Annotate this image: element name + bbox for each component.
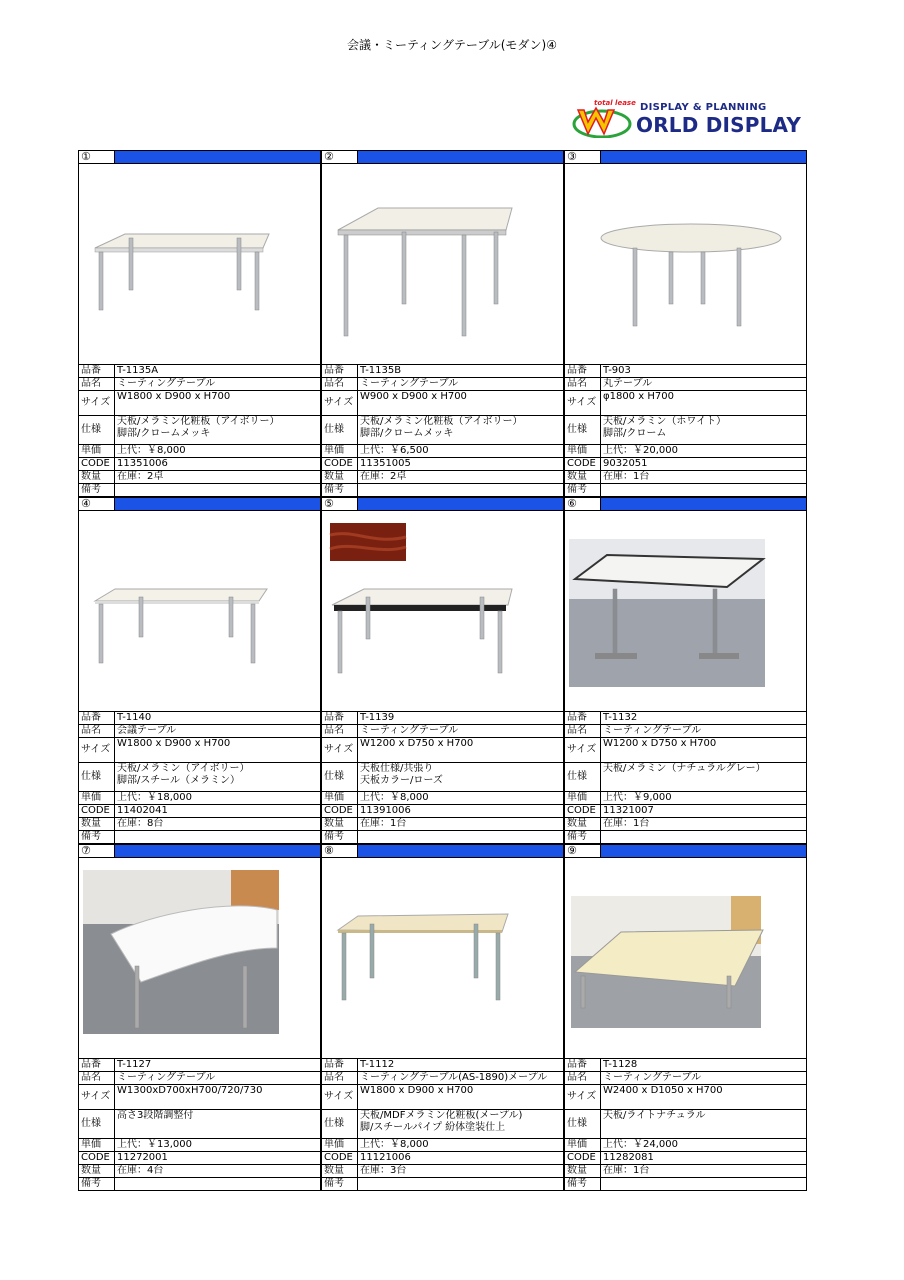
product-photo-cell	[565, 511, 807, 712]
label-hinban: 品番	[322, 712, 358, 725]
value-size: W2400 x D1050 x H700	[601, 1085, 807, 1110]
illustration-shape	[129, 238, 133, 290]
label-price: 単価	[322, 445, 358, 458]
spec-line-1: 高さ3段階調整付	[117, 1110, 194, 1121]
value-hinmei: ミーティングテーブル	[358, 378, 564, 391]
label-hinban: 品番	[79, 1059, 115, 1072]
label-code: CODE	[565, 805, 601, 818]
spec-line-2: 天板カラー/ローズ	[360, 775, 443, 786]
product-photo	[324, 164, 561, 364]
illustration-shape	[330, 523, 406, 561]
illustration-shape	[480, 597, 484, 639]
header-bar	[358, 151, 564, 164]
illustration-shape	[498, 611, 502, 673]
value-code: 9032051	[601, 458, 807, 471]
label-code: CODE	[322, 458, 358, 471]
spec-line-1: 天板/メラミン（アイボリー）	[117, 763, 250, 774]
label-size: サイズ	[322, 738, 358, 763]
label-spec: 仕様	[79, 763, 115, 792]
product-illustration	[81, 164, 321, 364]
illustration-shape	[669, 252, 673, 304]
label-spec: 仕様	[322, 763, 358, 792]
logo-small-text: total lease	[594, 99, 636, 107]
value-price: 上代：￥18,000	[115, 792, 321, 805]
product-photo-cell	[322, 164, 564, 365]
value-note	[115, 1178, 321, 1191]
illustration-shape	[231, 870, 279, 910]
label-spec: 仕様	[322, 416, 358, 445]
illustration-shape	[338, 611, 342, 673]
value-note	[601, 1178, 807, 1191]
product-photo-cell	[565, 164, 807, 365]
illustration-shape	[342, 933, 346, 1000]
label-price: 単価	[322, 792, 358, 805]
product-card-1	[78, 150, 321, 497]
value-hinmei: ミーティングテーブル	[601, 725, 807, 738]
illustration-shape	[99, 252, 103, 310]
product-card-5	[321, 497, 564, 844]
label-hinmei: 品名	[79, 378, 115, 391]
label-qty: 数量	[565, 818, 601, 831]
spec-line-1: 天板/メラミン化粧板（アイボリー）	[360, 416, 523, 427]
value-hinban: T-1135B	[358, 365, 564, 378]
illustration-shape	[601, 224, 781, 252]
spec-line-1: 天板仕様/共張り	[360, 763, 434, 774]
label-hinban: 品番	[79, 712, 115, 725]
value-note	[358, 831, 564, 844]
illustration-shape	[255, 252, 259, 310]
header-bar	[358, 498, 564, 511]
value-code: 11391006	[358, 805, 564, 818]
value-qty: 在庫：2卓	[358, 471, 564, 484]
item-number: ⑨	[565, 845, 601, 858]
product-card-6	[564, 497, 807, 844]
item-number: ②	[322, 151, 358, 164]
illustration-shape	[462, 235, 466, 336]
label-qty: 数量	[79, 1165, 115, 1178]
illustration-shape	[613, 589, 617, 655]
label-price: 単価	[79, 445, 115, 458]
value-size: W1800 x D900 x H700	[115, 738, 321, 763]
value-spec	[601, 416, 807, 445]
product-photo	[81, 858, 318, 1058]
label-hinban: 品番	[565, 365, 601, 378]
value-qty: 在庫：1台	[601, 1165, 807, 1178]
illustration-shape	[338, 230, 506, 235]
value-hinmei: ミーティングテーブル(AS-1890)メープル	[358, 1072, 564, 1085]
header-bar	[115, 151, 321, 164]
product-photo-cell	[79, 511, 321, 712]
value-hinmei: 会議テーブル	[115, 725, 321, 738]
label-hinmei: 品名	[565, 725, 601, 738]
value-hinban: T-1140	[115, 712, 321, 725]
label-size: サイズ	[565, 1085, 601, 1110]
product-illustration	[324, 858, 564, 1058]
product-photo	[324, 858, 561, 1058]
label-price: 単価	[565, 792, 601, 805]
spec-line-2: 脚部/スチール（メラミン）	[117, 775, 240, 786]
product-photo-cell	[322, 511, 564, 712]
illustration-shape	[338, 914, 508, 932]
label-qty: 数量	[565, 471, 601, 484]
w-logo-icon	[572, 104, 632, 138]
label-hinban: 品番	[565, 1059, 601, 1072]
illustration-shape	[494, 232, 498, 304]
value-hinmei: ミーティングテーブル	[115, 1072, 321, 1085]
product-row-2	[78, 497, 808, 844]
value-size: W1300xD700xH700/720/730	[115, 1085, 321, 1110]
value-hinban: T-1128	[601, 1059, 807, 1072]
illustration-shape	[139, 597, 143, 637]
value-price: 上代：￥6,500	[358, 445, 564, 458]
product-illustration	[567, 511, 807, 711]
value-size: W1800 x D900 x H700	[115, 391, 321, 416]
value-hinban: T-1139	[358, 712, 564, 725]
label-code: CODE	[79, 805, 115, 818]
item-number: ③	[565, 151, 601, 164]
company-logo	[568, 100, 808, 142]
product-illustration	[324, 511, 564, 711]
label-note: 備考	[322, 831, 358, 844]
spec-line-2: 脚/スチールパイプ 紛体塗装仕上	[360, 1122, 506, 1133]
spec-line-2: 脚部/クロームメッキ	[360, 428, 454, 439]
value-hinban: T-903	[601, 365, 807, 378]
spec-line-2: 脚部/クロームメッキ	[117, 428, 211, 439]
label-size: サイズ	[565, 391, 601, 416]
product-illustration	[81, 858, 321, 1058]
illustration-shape	[95, 234, 269, 248]
label-hinmei: 品名	[79, 725, 115, 738]
header-bar	[115, 845, 321, 858]
header-bar	[115, 498, 321, 511]
illustration-shape	[237, 238, 241, 290]
illustration-shape	[251, 604, 255, 663]
label-code: CODE	[565, 1152, 601, 1165]
spec-line-1: 天板/MDFメラミン化粧板(メープル)	[360, 1110, 523, 1121]
product-photo	[567, 858, 804, 1058]
product-photo	[324, 511, 561, 711]
value-price: 上代：￥8,000	[358, 792, 564, 805]
label-qty: 数量	[322, 1165, 358, 1178]
value-spec	[358, 416, 564, 445]
item-number: ⑥	[565, 498, 601, 511]
item-number: ⑧	[322, 845, 358, 858]
label-code: CODE	[565, 458, 601, 471]
label-note: 備考	[79, 831, 115, 844]
product-card-8	[321, 844, 564, 1191]
product-photo	[81, 511, 318, 711]
product-illustration	[567, 164, 807, 364]
value-price: 上代：￥13,000	[115, 1139, 321, 1152]
value-code: 11402041	[115, 805, 321, 818]
label-price: 単価	[79, 1139, 115, 1152]
product-card-2	[321, 150, 564, 497]
product-photo	[81, 164, 318, 364]
value-code: 11272001	[115, 1152, 321, 1165]
label-qty: 数量	[79, 818, 115, 831]
value-note	[601, 484, 807, 497]
value-hinmei: ミーティングテーブル	[601, 1072, 807, 1085]
value-spec	[601, 1110, 807, 1139]
product-photo-cell	[79, 164, 321, 365]
value-size: W1200 x D750 x H700	[601, 738, 807, 763]
label-hinban: 品番	[322, 1059, 358, 1072]
illustration-shape	[338, 208, 512, 230]
label-spec: 仕様	[565, 416, 601, 445]
product-illustration	[567, 858, 807, 1058]
illustration-shape	[332, 589, 512, 605]
product-card-3	[564, 150, 807, 497]
label-note: 備考	[322, 484, 358, 497]
illustration-shape	[699, 653, 739, 659]
label-code: CODE	[322, 1152, 358, 1165]
spec-line-1: 天板/メラミン（ホワイト）	[603, 416, 727, 427]
label-price: 単価	[565, 1139, 601, 1152]
logo-tagline: DISPLAY & PLANNING	[640, 102, 767, 113]
value-spec	[115, 416, 321, 445]
label-price: 単価	[565, 445, 601, 458]
illustration-shape	[713, 589, 717, 655]
value-qty: 在庫：2卓	[115, 471, 321, 484]
value-note	[358, 1178, 564, 1191]
value-hinmei: ミーティングテーブル	[115, 378, 321, 391]
product-photo	[567, 164, 804, 364]
header-bar	[601, 498, 807, 511]
illustration-shape	[595, 653, 637, 659]
header-bar	[358, 845, 564, 858]
label-spec: 仕様	[79, 416, 115, 445]
illustration-shape	[701, 252, 705, 304]
value-size: φ1800 x H700	[601, 391, 807, 416]
product-photo	[567, 511, 804, 711]
value-code: 11351005	[358, 458, 564, 471]
value-price: 上代：￥8,000	[358, 1139, 564, 1152]
label-size: サイズ	[79, 738, 115, 763]
value-hinban: T-1112	[358, 1059, 564, 1072]
label-hinmei: 品名	[322, 725, 358, 738]
product-photo-cell	[565, 858, 807, 1059]
value-qty: 在庫：4台	[115, 1165, 321, 1178]
spec-line-2: 脚部/クローム	[603, 428, 667, 439]
illustration-shape	[581, 976, 585, 1008]
value-size: W1800 x D900 x H700	[358, 1085, 564, 1110]
label-price: 単価	[79, 792, 115, 805]
illustration-shape	[370, 924, 374, 978]
value-hinban: T-1135A	[115, 365, 321, 378]
label-price: 単価	[322, 1139, 358, 1152]
label-hinmei: 品名	[565, 378, 601, 391]
value-spec	[358, 763, 564, 792]
label-hinmei: 品名	[322, 378, 358, 391]
spec-line-1: 天板/ライトナチュラル	[603, 1110, 706, 1121]
label-size: サイズ	[322, 391, 358, 416]
label-note: 備考	[565, 1178, 601, 1191]
value-price: 上代：￥24,000	[601, 1139, 807, 1152]
label-code: CODE	[79, 1152, 115, 1165]
value-code: 11282081	[601, 1152, 807, 1165]
product-illustration	[81, 511, 321, 711]
value-size: W900 x D900 x H700	[358, 391, 564, 416]
label-note: 備考	[565, 831, 601, 844]
label-size: サイズ	[79, 391, 115, 416]
value-price: 上代：￥8,000	[115, 445, 321, 458]
label-size: サイズ	[565, 738, 601, 763]
value-qty: 在庫：1台	[358, 818, 564, 831]
item-number: ①	[79, 151, 115, 164]
value-code: 11351006	[115, 458, 321, 471]
label-spec: 仕様	[79, 1110, 115, 1139]
product-photo-cell	[322, 858, 564, 1059]
label-note: 備考	[79, 1178, 115, 1191]
spec-line-1: 天板/メラミン（ナチュラルグレー）	[603, 763, 766, 774]
value-hinmei: ミーティングテーブル	[358, 725, 564, 738]
product-card-9	[564, 844, 807, 1191]
label-spec: 仕様	[565, 763, 601, 792]
value-hinban: T-1127	[115, 1059, 321, 1072]
product-illustration	[324, 164, 564, 364]
spec-line-1: 天板/メラミン化粧板（アイボリー）	[117, 416, 280, 427]
value-qty: 在庫：8台	[115, 818, 321, 831]
item-number: ④	[79, 498, 115, 511]
product-photo-cell	[79, 858, 321, 1059]
value-note	[115, 484, 321, 497]
item-number: ⑤	[322, 498, 358, 511]
value-note	[601, 831, 807, 844]
label-hinban: 品番	[565, 712, 601, 725]
label-hinmei: 品名	[322, 1072, 358, 1085]
label-qty: 数量	[322, 818, 358, 831]
value-price: 上代：￥20,000	[601, 445, 807, 458]
illustration-shape	[366, 597, 370, 639]
value-spec	[601, 763, 807, 792]
label-hinban: 品番	[79, 365, 115, 378]
product-card-4	[78, 497, 321, 844]
value-note	[115, 831, 321, 844]
value-spec	[115, 1110, 321, 1139]
illustration-shape	[95, 601, 259, 604]
illustration-shape	[243, 966, 247, 1028]
value-qty: 在庫：1台	[601, 818, 807, 831]
product-card-7	[78, 844, 321, 1191]
header-bar	[601, 845, 807, 858]
illustration-shape	[95, 589, 267, 601]
label-hinban: 品番	[322, 365, 358, 378]
illustration-shape	[737, 248, 741, 326]
label-qty: 数量	[79, 471, 115, 484]
value-code: 11321007	[601, 805, 807, 818]
product-row-1	[78, 150, 808, 497]
logo-name: ORLD DISPLAY	[636, 113, 802, 137]
label-note: 備考	[322, 1178, 358, 1191]
label-spec: 仕様	[565, 1110, 601, 1139]
value-hinban: T-1132	[601, 712, 807, 725]
illustration-shape	[727, 976, 731, 1008]
value-price: 上代：￥9,000	[601, 792, 807, 805]
value-code: 11121006	[358, 1152, 564, 1165]
page-title: 会議・ミーティングテーブル(モダン)④	[347, 38, 557, 52]
value-spec	[358, 1110, 564, 1139]
value-hinmei: 丸テーブル	[601, 378, 807, 391]
value-qty: 在庫：3台	[358, 1165, 564, 1178]
illustration-shape	[99, 604, 103, 663]
label-qty: 数量	[322, 471, 358, 484]
label-size: サイズ	[79, 1085, 115, 1110]
label-note: 備考	[565, 484, 601, 497]
label-code: CODE	[79, 458, 115, 471]
label-note: 備考	[79, 484, 115, 497]
illustration-shape	[135, 966, 139, 1028]
item-number: ⑦	[79, 845, 115, 858]
illustration-shape	[633, 248, 637, 326]
product-grid	[78, 150, 808, 1191]
label-spec: 仕様	[322, 1110, 358, 1139]
value-spec	[115, 763, 321, 792]
illustration-shape	[474, 924, 478, 978]
value-qty: 在庫：1台	[601, 471, 807, 484]
label-size: サイズ	[322, 1085, 358, 1110]
label-hinmei: 品名	[565, 1072, 601, 1085]
value-size: W1200 x D750 x H700	[358, 738, 564, 763]
label-hinmei: 品名	[79, 1072, 115, 1085]
product-row-3	[78, 844, 808, 1191]
value-note	[358, 484, 564, 497]
header-bar	[601, 151, 807, 164]
illustration-shape	[344, 235, 348, 336]
illustration-shape	[496, 933, 500, 1000]
illustration-shape	[229, 597, 233, 637]
label-code: CODE	[322, 805, 358, 818]
label-qty: 数量	[565, 1165, 601, 1178]
illustration-shape	[402, 232, 406, 304]
